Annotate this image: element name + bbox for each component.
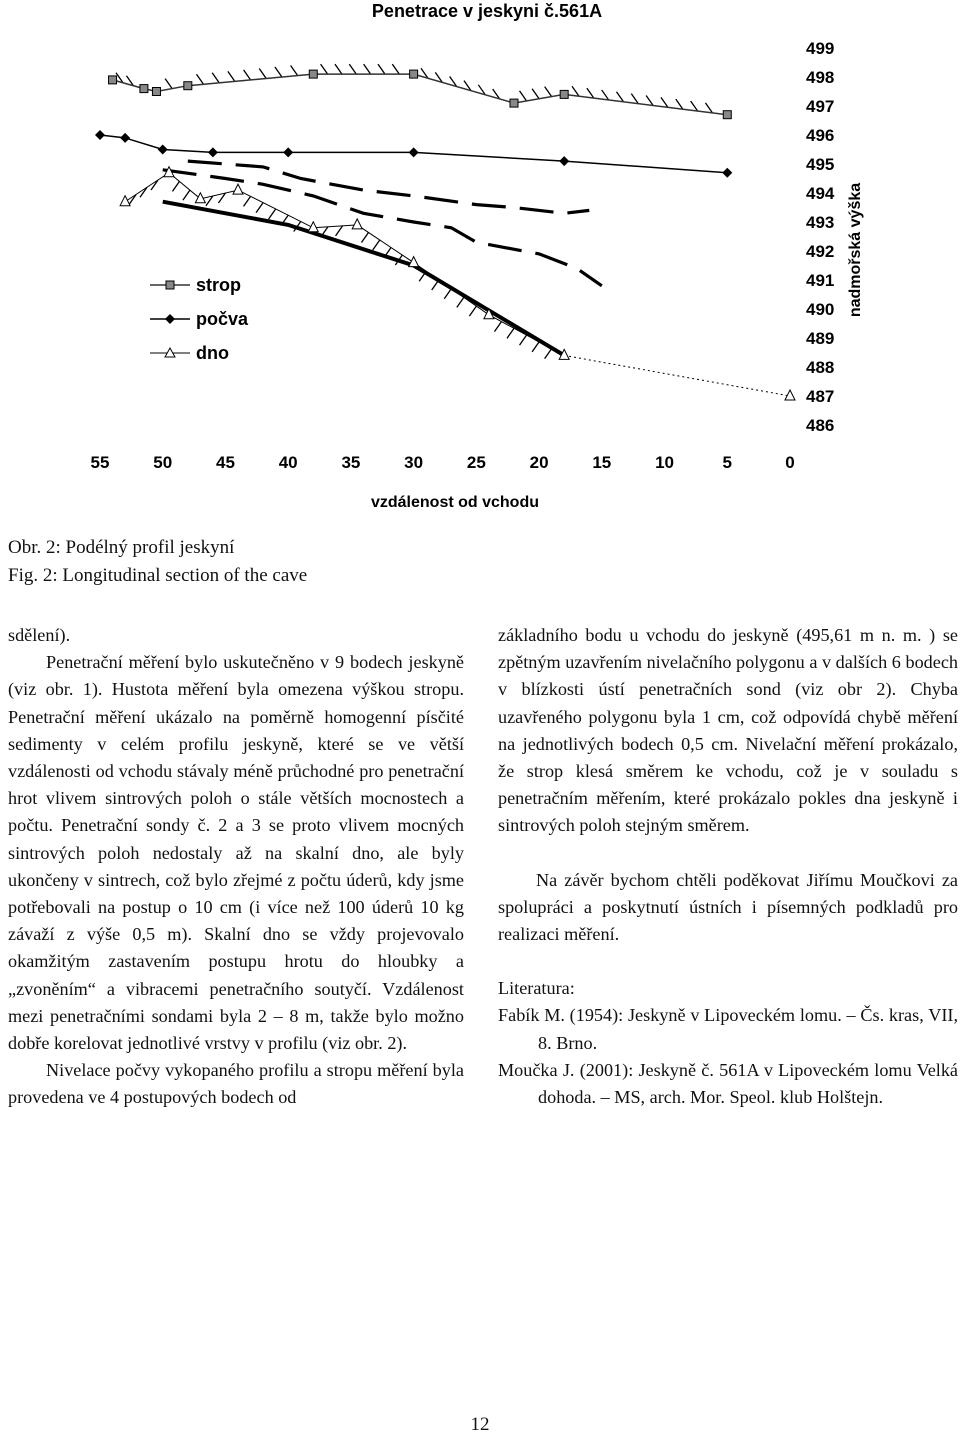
point-pocva: [158, 145, 168, 155]
point-pocva: [208, 147, 218, 157]
hatch-mark: [349, 64, 356, 74]
hatch-mark: [373, 240, 380, 250]
x-tick-label: 50: [153, 453, 173, 472]
series-line-dno-extrapolated: [564, 355, 790, 396]
hatch-mark: [244, 70, 251, 80]
point-strop: [109, 76, 117, 84]
point-strop: [140, 85, 148, 93]
hatch-mark: [244, 196, 251, 206]
hatch-mark: [520, 91, 527, 101]
point-dno: [233, 184, 243, 194]
profile-chart: [0, 0, 960, 520]
hatch-mark: [336, 226, 343, 236]
hatch-mark: [532, 342, 539, 352]
x-tick-label: 40: [278, 453, 298, 472]
reference-item: Moučka J. (2001): Jeskyně č. 561A v Lipoveckém lomu Velká dohoda. – MS, arch. Mor. Speol. klub Holštejn.: [498, 1059, 958, 1108]
hatch-mark: [444, 289, 451, 299]
dashed-layers: [163, 161, 602, 286]
hatch-mark: [661, 97, 668, 107]
hatch-mark: [172, 181, 179, 191]
sinter-layer-line: [163, 170, 602, 286]
hatch-mark: [291, 66, 298, 76]
hatch-mark: [572, 86, 579, 96]
y-tick-label: 486: [806, 416, 835, 435]
paragraph: základního bodu u vchodu do jeskyně (495,61 m n. m. ) se zpětným uzavřením nivelačního polygonu a v dalších 6 bodech v blízkosti ústí penetračních sond (viz obr 2). Chyba uzavřeného polygonu byla 1 cm, což odpovídá chybě měření na jednotlivých bodech 0,5 cm. Nivelační měření prokázalo, že strop klesá směrem ke vchodu, což je v souladu s penetračním měřením, které prokázalo pokles dna jeskyně i sintrových poloh stejným směrem.: [498, 625, 958, 836]
reference-item: Fabík M. (1954): Jeskyně v Lipoveckém lomu. – Čs. kras, VII, 8. Brno.: [498, 1005, 958, 1053]
chart-title: Penetrace v jeskyni č.561A: [371, 1, 603, 21]
hatch-mark: [197, 74, 204, 84]
point-pocva: [283, 147, 293, 157]
paragraph: Nivelace počvy vykopaného profilu a stropu měření byla provedena ve 4 postupových bodech od: [8, 1060, 464, 1108]
hatch-mark: [616, 92, 623, 102]
y-tick-label: 489: [806, 329, 835, 348]
hatch-mark: [457, 297, 464, 307]
x-tick-label: 45: [215, 453, 235, 472]
y-tick-label: 494: [806, 184, 835, 203]
hatch-mark: [183, 190, 190, 200]
x-tick-label: 20: [529, 453, 549, 472]
paragraph: sdělení).: [8, 625, 71, 645]
literature-heading: Literatura:: [498, 978, 575, 999]
hatch-mark: [507, 328, 514, 338]
x-tick-label: 10: [655, 453, 675, 472]
y-tick-label: 488: [806, 358, 835, 377]
point-strop: [560, 90, 568, 98]
hatch-mark: [256, 203, 263, 213]
hatch-mark: [140, 187, 147, 197]
hatch-mark: [228, 71, 235, 81]
hatch-mark: [129, 194, 136, 204]
series-line-dno: [125, 173, 564, 356]
point-strop: [184, 82, 192, 90]
hatch-mark: [335, 64, 342, 74]
hatch-mark: [545, 87, 552, 97]
point-strop: [410, 70, 418, 78]
x-tick-label: 30: [404, 453, 424, 472]
series-line-strop: [113, 74, 728, 115]
point-strop: [723, 111, 731, 119]
caption-en: Fig. 2: Longitudinal section of the cave: [8, 565, 308, 586]
hatch-mark: [321, 64, 328, 74]
hatch-mark: [520, 335, 527, 345]
hatch-mark: [631, 94, 638, 104]
legend-marker-strop: [166, 281, 174, 289]
figure-caption: [8, 534, 307, 590]
x-axis-label: vzdálenost od vchodu: [370, 494, 540, 511]
sinter-layer-line: [188, 161, 589, 213]
paragraph: Na závěr bychom chtěli poděkovat Jiřímu Moučkovi za spolupráci a poskytnutí ústních i písemných podkladů pro realizaci měření.: [498, 869, 958, 945]
point-dno: [409, 257, 419, 267]
legend-marker-pocva: [165, 314, 175, 324]
x-tick-label: 5: [722, 453, 733, 472]
y-tick-label: 499: [806, 39, 835, 58]
hatch-mark: [392, 64, 399, 74]
point-strop: [510, 99, 518, 107]
y-axis-label: nadmořská výška: [847, 182, 864, 318]
x-tick-label: 35: [341, 453, 361, 472]
hatch-mark: [269, 209, 276, 219]
point-pocva: [409, 147, 419, 157]
hatch-mark: [151, 180, 158, 190]
x-tick-label: 55: [90, 453, 110, 472]
y-tick-label: 487: [806, 387, 835, 406]
hatch-mark: [494, 322, 501, 332]
hatch-mark: [259, 68, 266, 78]
y-tick-label: 493: [806, 213, 835, 232]
point-strop: [309, 70, 317, 78]
hatch-mark: [587, 88, 594, 98]
point-dno: [120, 196, 130, 206]
y-tick-label: 492: [806, 242, 835, 261]
legend-label-dno: dno: [196, 343, 229, 363]
point-dno: [352, 219, 362, 229]
hatch-mark: [676, 99, 683, 109]
caption-cz: Obr. 2: Podélný profil jeskyní: [8, 537, 235, 558]
y-tick-label: 497: [806, 97, 835, 116]
hatch-mark: [602, 90, 609, 100]
point-pocva: [722, 168, 732, 178]
legend-label-pocva: počva: [196, 309, 249, 329]
hatch-mark: [532, 89, 539, 99]
hatch-mark: [378, 64, 385, 74]
y-tick-label: 490: [806, 300, 835, 319]
x-tick-label: 15: [592, 453, 612, 472]
hatch-mark: [165, 79, 172, 89]
x-tick-labels: [91, 453, 795, 472]
y-tick-label: 491: [806, 271, 835, 290]
hatch-mark: [691, 101, 698, 111]
x-tick-label: 25: [466, 453, 486, 472]
legend: [150, 275, 249, 363]
hatch-mark: [469, 306, 476, 316]
point-pocva: [95, 130, 105, 140]
hatch-mark: [705, 103, 712, 113]
y-tick-label: 496: [806, 126, 835, 145]
hatch-mark: [364, 64, 371, 74]
y-tick-label: 498: [806, 68, 835, 87]
point-pocva: [559, 156, 569, 166]
point-dno: [308, 222, 318, 232]
hatch-mark: [545, 349, 552, 359]
left-column: [8, 622, 464, 1112]
point-strop: [152, 88, 160, 96]
page-number: 12: [470, 1414, 490, 1435]
point-pocva: [120, 133, 130, 143]
legend-label-strop: strop: [196, 275, 241, 295]
right-column: [498, 622, 958, 1111]
paragraph: Penetrační měření bylo uskutečněno v 9 bodech jeskyně (viz obr. 1). Hustota měření byla omezena výškou stropu. Penetrační měření ukázalo na poměrně homogenní písčité sedimenty v celém profilu jeskyně, které se ve větší vzdálenosti od vchodu stávaly méně průchodné pro penetrační hrot vlivem sintrových poloh o stále větších mocnostech a počtu. Penetrační sondy č. 2 a 3 se proto vlivem mocných sintrových poloh nedostaly až na skalní dno, ale byly ukončeny v sintrech, což bylo zřejmé z počtu úderů, kdy jsme potřebovali na postup o 10 cm (i více než 100 úderů 10 kg závaží z výše 0,5 m). Skalní dno se vždy projevovalo okamžitým zastavením postupu hrotu do hloubky a „zvoněním“ a vibracemi penetračního soutyčí. Vzdálenost mezi penetračními sondami byla 2 – 8 m, takže bylo možno dobře korelovat jednotlivé vrstvy v profilu (viz obr. 2).: [8, 652, 464, 1054]
y-tick-label: 495: [806, 155, 835, 174]
hatch-mark: [646, 95, 653, 105]
hatch-mark: [275, 67, 282, 77]
hatch-mark: [212, 73, 219, 83]
y-tick-labels: [806, 39, 835, 435]
hatch-mark: [361, 232, 368, 242]
x-tick-label: 0: [785, 453, 795, 472]
